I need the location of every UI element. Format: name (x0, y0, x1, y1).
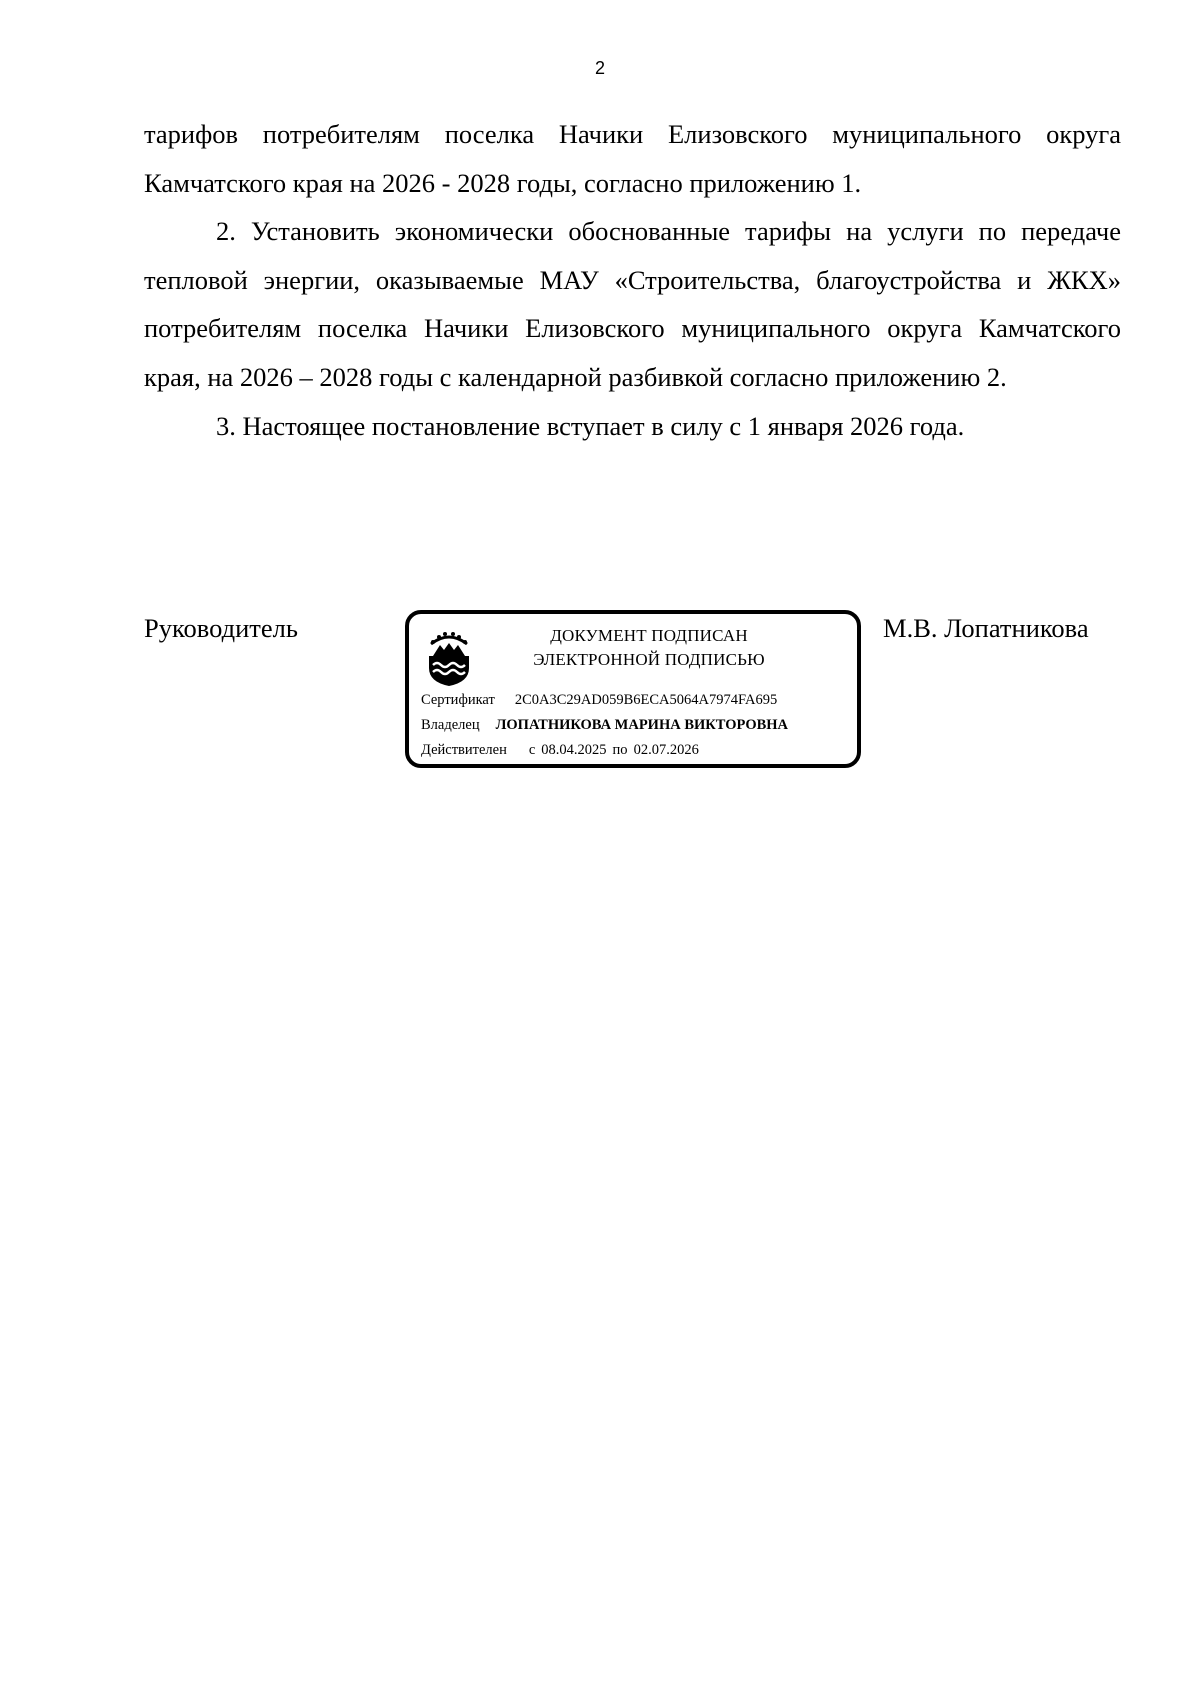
document-body (144, 110, 1121, 450)
signer-title: Руководитель (144, 613, 298, 643)
validity-label: Действителен (421, 742, 507, 758)
validity-row (421, 740, 699, 760)
owner-label: Владелец (421, 717, 480, 733)
paragraph-continuation: тарифов потребителям поселка Начики Елизовского муниципального округа Камчатского края на 2026 - 2028 годы, согласно приложению 1. (144, 119, 1121, 198)
page-number: 2 (594, 58, 605, 78)
validity-from-word: с (528, 742, 536, 758)
validity-from-date: 08.04.2025 (541, 742, 607, 758)
certificate-label: Сертификат (421, 692, 495, 708)
validity-to-date: 02.07.2026 (633, 742, 699, 758)
stamp-heading-line-1: ДОКУМЕНТ ПОДПИСАН (550, 626, 748, 645)
certificate-row (421, 690, 777, 710)
owner-value: ЛОПАТНИКОВА МАРИНА ВИКТОРОВНА (495, 717, 789, 733)
stamp-heading-line-2: ЭЛЕКТРОННОЙ ПОДПИСЬЮ (533, 650, 765, 669)
paragraph-item-3: 3. Настоящее постановление вступает в силу с 1 января 2026 года. (216, 410, 965, 441)
owner-row (421, 715, 788, 735)
coat-of-arms-emblem-icon (425, 628, 473, 688)
validity-to-word: по (612, 742, 628, 758)
electronic-signature-stamp (405, 610, 861, 768)
paragraph-item-2: 2. Установить экономически обоснованные тарифы на услуги по передаче тепловой энергии, оказываемые МАУ «Строительства, благоустройства и ЖКХ» потребителям поселка Начики Елизовского муниципального округа Камчатского края, на 2026 – 2028 годы с календарной разбивкой согласно приложению 2. (144, 216, 1121, 392)
certificate-value: 2C0A3C29AD059B6ECA5064A7974FA695 (514, 692, 778, 708)
signer-name: М.В. Лопатникова (883, 613, 1089, 643)
